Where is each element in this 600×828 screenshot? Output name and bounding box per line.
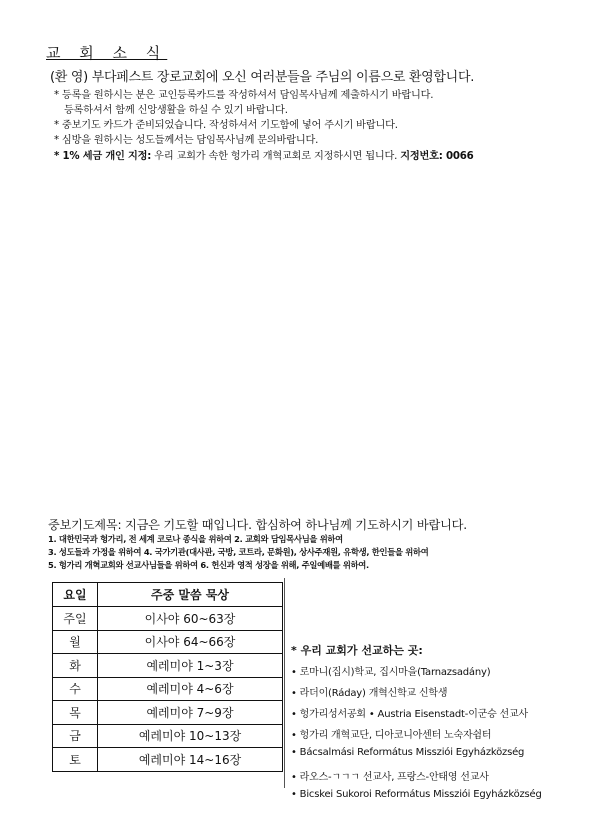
prayer-item-2: 3. 성도들과 가정을 위하여 4. 국가기관(대사관, 국방, 코트라, 문화원), 상사주재원, 유학생, 한인들을 위하여: [48, 547, 429, 557]
mission-item: • Bicskei Sukoroi Református Missziói Egyházközség: [291, 789, 542, 800]
header-reading: 주중 말씀 묵상: [98, 583, 283, 607]
note-visitation: * 심방을 원하시는 성도들께서는 담임목사님께 문의바랍니다.: [54, 135, 319, 146]
missions-title: * 우리 교회가 선교하는 곳:: [291, 644, 423, 657]
day-cell: 토: [53, 748, 98, 772]
note-prayer-card: * 중보기도 카드가 준비되었습니다. 작성하셔서 기도함에 넣어 주시기 바랍니다.: [54, 120, 398, 131]
header-day: 요일: [53, 583, 98, 607]
note-registration: * 등록을 원하시는 분은 교인등록카드를 작성하셔서 담임목사님께 제출하시기 바랍니다.: [54, 90, 434, 101]
reading-cell: 예레미야 7~9장: [98, 701, 283, 725]
day-cell: 수: [53, 677, 98, 701]
mission-item: • 라더이(Ráday) 개혁신학교 신학생: [291, 688, 448, 699]
table-header-row: [53, 583, 283, 607]
mission-item: • Bácsalmási Református Missziói Egyházközség: [291, 747, 525, 758]
table-row: [53, 607, 283, 631]
table-row: [53, 748, 283, 772]
prayer-item-3: 5. 헝가리 개혁교회와 선교사님들을 위하여 6. 헌신과 영적 성장을 위해, 주일예배를 위하여.: [48, 560, 369, 570]
table-row: [53, 701, 283, 725]
page-title: 교 회 소 식: [46, 44, 168, 62]
note-tax: [54, 147, 474, 162]
mission-item: • 헝가리 개혁교단, 디아코니아센터 노숙자쉼터: [291, 730, 492, 741]
mission-item: • 로마니(집시)학교, 집시마을(Tarnazsadány): [291, 667, 491, 678]
prayer-item-1: 1. 대한민국과 헝가리, 전 세계 코로나 종식을 위하여 2. 교회와 담임목사님을 위하여: [48, 534, 343, 544]
day-cell: 주일: [53, 607, 98, 631]
day-cell: 월: [53, 630, 98, 654]
schedule-table: [52, 582, 283, 772]
day-cell: 화: [53, 654, 98, 678]
reading-cell: 이사야 60~63장: [98, 607, 283, 631]
day-cell: 금: [53, 724, 98, 748]
tax-label: * 1% 세금 개인 지정:: [54, 151, 152, 162]
table-row: [53, 630, 283, 654]
tax-code: 지정번호: 0066: [400, 151, 474, 162]
table-row: [53, 654, 283, 678]
mission-item: • 헝가리성서공회 • Austria Eisenstadt-이군승 선교사: [291, 709, 528, 720]
reading-cell: 예레미야 14~16장: [98, 748, 283, 772]
note-registration-cont: 등록하셔서 함께 신앙생활을 하실 수 있기 바랍니다.: [64, 105, 288, 116]
table-row: [53, 677, 283, 701]
day-cell: 목: [53, 701, 98, 725]
reading-cell: 예레미야 10~13장: [98, 724, 283, 748]
mission-item: • 라오스-ㄱㄱㄱ 선교사, 프랑스-안태영 선교사: [291, 772, 489, 783]
reading-cell: 예레미야 1~3장: [98, 654, 283, 678]
tax-text: 우리 교회가 속한 헝가리 개혁교회로 지정하시면 됩니다.: [151, 151, 401, 162]
table-row: [53, 724, 283, 748]
mission-box-divider: [284, 578, 286, 788]
reading-cell: 이사야 64~66장: [98, 630, 283, 654]
welcome-message: (환 영) 부다페스트 장로교회에 오신 여러분들을 주님의 이름으로 환영합니다.: [50, 70, 475, 85]
reading-cell: 예레미야 4~6장: [98, 677, 283, 701]
prayer-title: 중보기도제목: 지금은 기도할 때입니다. 합심하여 하나님께 기도하시기 바랍니다.: [48, 518, 467, 532]
